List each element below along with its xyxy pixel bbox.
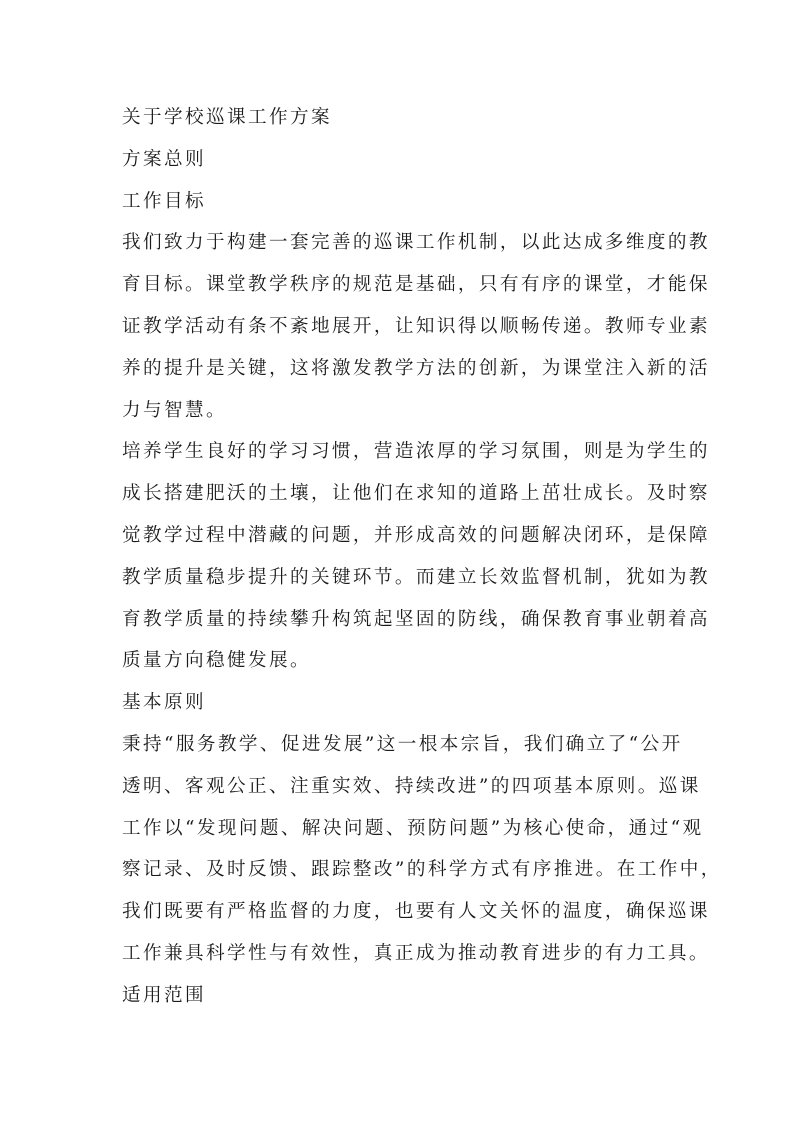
- text-line: 我们既要有严格监督的力度，也要有人文关怀的温度，确保巡课: [122, 901, 710, 923]
- text-line: 秉持“服务教学、促进发展”这一根本宗旨，我们确立了“公开: [122, 733, 683, 755]
- subsection-heading: 基本原则: [122, 692, 206, 714]
- text-line: 察记录、及时反馈、跟踪整改”的科学方式有序推进。在工作中，: [122, 859, 722, 881]
- paragraph: [122, 431, 710, 682]
- text-line: 成长搭建肥沃的土壤，让他们在求知的道路上茁壮成长。及时察: [122, 483, 710, 505]
- paragraph: [122, 724, 722, 975]
- text-line: 教学质量稳步提升的关键环节。而建立长效监督机制，犹如为教: [122, 566, 710, 588]
- text-line: 育教学质量的持续攀升构筑起坚固的防线，确保教育事业朝着高: [122, 608, 710, 630]
- text-line: 质量方向稳健发展。: [122, 650, 311, 672]
- text-line: 力与智慧。: [122, 399, 227, 421]
- text-line: 育目标。课堂教学秩序的规范是基础，只有有序的课堂，才能保: [122, 274, 710, 296]
- section-heading: 方案总则: [122, 148, 206, 170]
- subsection-heading: 适用范围: [122, 984, 206, 1006]
- text-line: 我们致力于构建一套完善的巡课工作机制，以此达成多维度的教: [122, 232, 710, 254]
- text-line: 透明、客观公正、注重实效、持续改进”的四项基本原则。巡课: [122, 775, 701, 797]
- text-line: 工作兼具科学性与有效性，真正成为推动教育进步的有力工具。: [122, 942, 710, 964]
- text-line: 培养学生良好的学习习惯，营造浓厚的学习氛围，则是为学生的: [122, 441, 710, 463]
- document-title: 关于学校巡课工作方案: [122, 107, 332, 128]
- subsection-basic-principles: [122, 682, 722, 975]
- text-line: 觉教学过程中潜藏的问题，并形成高效的问题解决闭环，是保障: [122, 524, 710, 546]
- document-page: [122, 97, 722, 1017]
- subsection-heading: 工作目标: [122, 190, 206, 212]
- text-line: 证教学活动有条不紊地展开，让知识得以顺畅传递。教师专业素: [122, 315, 710, 337]
- subsection-work-goals: [122, 181, 710, 683]
- text-line: 养的提升是关键，这将激发教学方法的创新，为课堂注入新的活: [122, 357, 710, 379]
- subsection-scope: [122, 975, 674, 1017]
- paragraph: [122, 222, 710, 431]
- text-line: 工作以“发现问题、解决问题、预防问题”为核心使命，通过“观: [122, 817, 704, 839]
